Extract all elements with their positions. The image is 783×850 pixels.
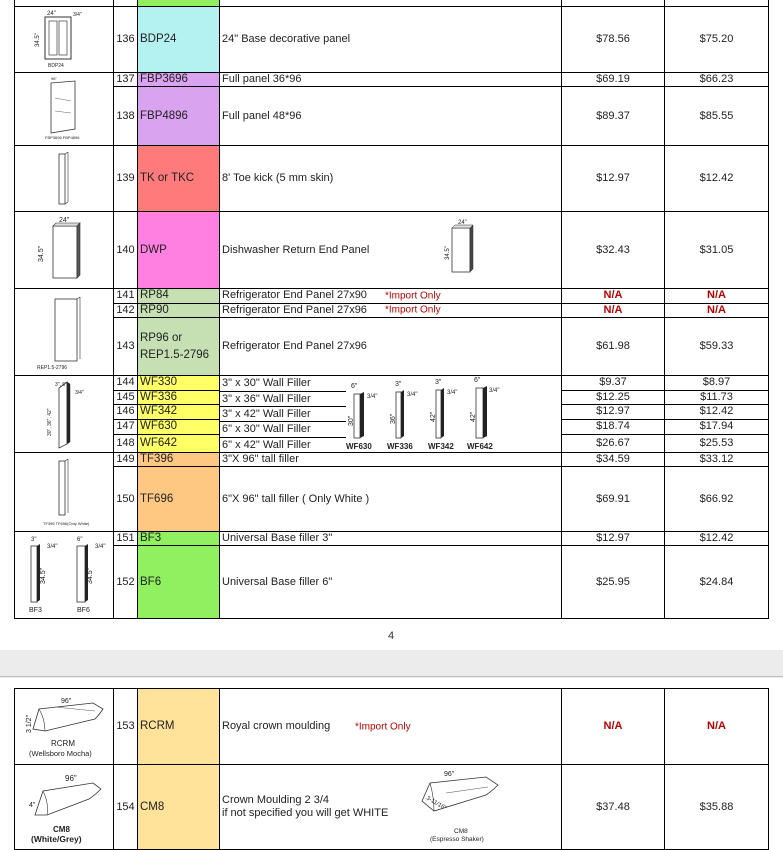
toe-kick-image — [15, 146, 114, 212]
fbp-image — [15, 73, 114, 146]
svg-text:34.5": 34.5" — [35, 33, 41, 47]
svg-text:BDP24: BDP24 — [48, 63, 64, 69]
svg-text:(White/Grey): (White/Grey) — [31, 834, 82, 844]
svg-text:3": 3" — [435, 379, 442, 386]
base-filler-icon — [15, 532, 114, 618]
svg-text:6": 6" — [351, 383, 358, 390]
table-row: 96" 3 1/2" RCRM (Wellsboro Mocha) 153 RCRM Royal crown moulding *Import Only N/A N/A — [15, 689, 769, 765]
svg-text:TF396 TF696(Only White): TF396 TF696(Only White) — [43, 521, 90, 526]
svg-text:WF336: WF336 — [387, 442, 413, 451]
rcrm-image — [15, 689, 114, 765]
table-row: 24" 3/4" 34.5" BDP24 136 BDP24 24" Base decorative panel $78.56 $75.20 — [15, 7, 769, 73]
svg-text:96": 96" — [61, 698, 72, 705]
bdp24-image — [15, 7, 114, 73]
cm8-espresso-icon — [416, 767, 506, 847]
svg-text:(Wellsboro Mocha): (Wellsboro Mocha) — [29, 749, 92, 758]
table-row: 138 FBP4896 Full panel 48*96 $89.37 $85.55 — [15, 87, 769, 146]
svg-text:34.5": 34.5" — [40, 567, 47, 584]
svg-text:REP1.5-2796: REP1.5-2796 — [37, 365, 68, 371]
rep-image — [15, 289, 114, 376]
svg-text:FBP3696 FBP4896: FBP3696 FBP4896 — [45, 135, 80, 140]
svg-text:3-11/16": 3-11/16" — [425, 795, 448, 812]
bf3-drawing — [29, 537, 57, 614]
table-row: 3", 6" 3/4" 30", 36", 42" 144 WF330 3" x 30" Wall Filler 3" x 36" Wall Filler 3" x 42" Wall Filler 6" x 30" Wall Filler 6" x 42" Wall Filler 6" 3/4" 30" WF630 3" 3/4" 36" WF336 3" 3/4" 42" WF342 6" 3/4" 42" WF642 $9.37 $8.97 — [15, 376, 769, 391]
svg-text:36": 36" — [390, 413, 397, 424]
dwp-image — [15, 212, 114, 289]
price-table-page-1 — [14, 0, 769, 619]
svg-text:6": 6" — [77, 537, 83, 543]
svg-text:3/4": 3/4" — [367, 394, 378, 400]
royal-crown-moulding-icon — [15, 689, 114, 764]
table-row: 3" 3/4" 34.5" BF3 6" 3/4" 34.5" BF6 151 BF3 Universal Base filler 3" $12.97 $12.42 — [15, 532, 769, 546]
svg-text:WF630: WF630 — [346, 442, 372, 451]
svg-text:34.5": 34.5" — [87, 567, 94, 584]
table-row: 150 TF696 6"X 96" tall filler ( Only White ) $69.91 $66.92 — [15, 467, 769, 532]
table-row: TF396 TF696(Only White) 149 TF396 3"X 96" tall filler $34.59 $33.12 — [15, 453, 769, 467]
base-filler-image — [15, 532, 114, 619]
refrigerator-panel-icon — [15, 289, 114, 375]
table-row: 147 WF630 $18.74 $17.94 — [15, 419, 769, 435]
dwp-small-icon — [440, 218, 480, 282]
table-row: REP1.5-2796 141 RP84 Refrigerator End Panel 27x90 *Import Only N/A N/A — [15, 289, 769, 304]
svg-text:3 1/2": 3 1/2" — [26, 714, 33, 733]
svg-text:3/4": 3/4" — [447, 390, 458, 396]
price-table-page-2 — [14, 688, 769, 850]
wall-filler-icon — [15, 376, 114, 452]
svg-text:CM8: CM8 — [53, 825, 70, 834]
table-row: 152 BF6 Universal Base filler 6" $25.95 $24.84 — [15, 546, 769, 619]
svg-text:(Espresso Shaker): (Espresso Shaker) — [430, 836, 484, 843]
svg-text:3": 3" — [31, 537, 37, 543]
bf6-drawing — [77, 537, 105, 614]
wall-filler-image — [15, 376, 114, 453]
svg-text:WF342: WF342 — [428, 442, 454, 451]
crown-moulding-icon — [15, 765, 114, 849]
table-row: 145 WF336 $12.25 $11.73 — [15, 390, 769, 405]
svg-text:96": 96" — [444, 771, 455, 778]
svg-text:3/4": 3/4" — [47, 544, 58, 550]
svg-text:30": 30" — [348, 415, 355, 426]
table-row: 143 RP96 or REP1.5-2796 Refrigerator End Panel 27x96 $61.98 $59.33 — [15, 318, 769, 376]
page-number: 4 — [388, 630, 395, 642]
table-row: 146 WF342 $12.97 $12.42 — [15, 405, 769, 420]
svg-text:24": 24" — [458, 220, 467, 226]
svg-text:34.5": 34.5" — [38, 245, 45, 262]
cm8-image — [15, 765, 114, 850]
svg-text:96": 96" — [51, 76, 57, 81]
svg-text:3/4": 3/4" — [95, 544, 106, 550]
svg-text:34.5": 34.5" — [445, 246, 451, 260]
svg-text:96": 96" — [65, 774, 77, 783]
svg-text:3": 3" — [395, 381, 402, 388]
svg-text:24": 24" — [59, 217, 70, 224]
svg-text:30", 36", 42": 30", 36", 42" — [47, 408, 53, 436]
svg-text:BF6: BF6 — [77, 607, 90, 614]
svg-text:42": 42" — [470, 411, 477, 422]
svg-text:WF642: WF642 — [467, 442, 493, 451]
table-row: 24" 34.5" 140 DWP Dishwasher Return End Panel 24" 34.5" $32.43 $31.05 — [15, 212, 769, 289]
svg-text:3/4": 3/4" — [75, 390, 84, 396]
svg-text:3", 6": 3", 6" — [55, 382, 67, 388]
table-row: 148 WF642 $26.67 $25.53 — [15, 435, 769, 453]
svg-text:42": 42" — [430, 411, 437, 422]
page-gap — [0, 650, 783, 678]
svg-text:24": 24" — [47, 11, 56, 17]
svg-text:3/4": 3/4" — [407, 392, 418, 398]
tall-filler-icon — [15, 453, 114, 531]
table-row: 139 TK or TKC 8' Toe kick (5 mm skin) $12.97 $12.42 — [15, 146, 769, 212]
svg-text:4": 4" — [29, 802, 36, 809]
svg-text:RCRM: RCRM — [51, 739, 75, 748]
dishwasher-panel-icon — [15, 212, 114, 288]
tall-filler-image — [15, 453, 114, 532]
svg-text:CM8: CM8 — [454, 828, 468, 835]
table-row: 96" FBP3696 FBP4896 137 FBP3696 Full panel 36*96 $69.19 $66.23 — [15, 73, 769, 87]
page-divider — [0, 676, 783, 677]
svg-text:3/4": 3/4" — [73, 12, 82, 18]
table-row: 142 RP90 Refrigerator End Panel 27x96 *Import Only N/A N/A — [15, 303, 769, 318]
svg-text:6": 6" — [474, 377, 481, 384]
wall-filler-diagram — [346, 376, 506, 452]
svg-text:BF3: BF3 — [29, 607, 42, 614]
table-row: 96" 4" CM8 (White/Grey) 154 CM8 Crown Moulding 2 3/4 if not specified you will get WHITE 96" 3-11/16" CM8 (Espresso Shaker) $37.48 $35.88 — [15, 765, 769, 850]
svg-text:3/4": 3/4" — [489, 388, 500, 394]
toe-kick-icon — [15, 146, 114, 211]
full-panel-icon — [15, 73, 114, 145]
bdp24-panel-icon — [15, 7, 114, 72]
